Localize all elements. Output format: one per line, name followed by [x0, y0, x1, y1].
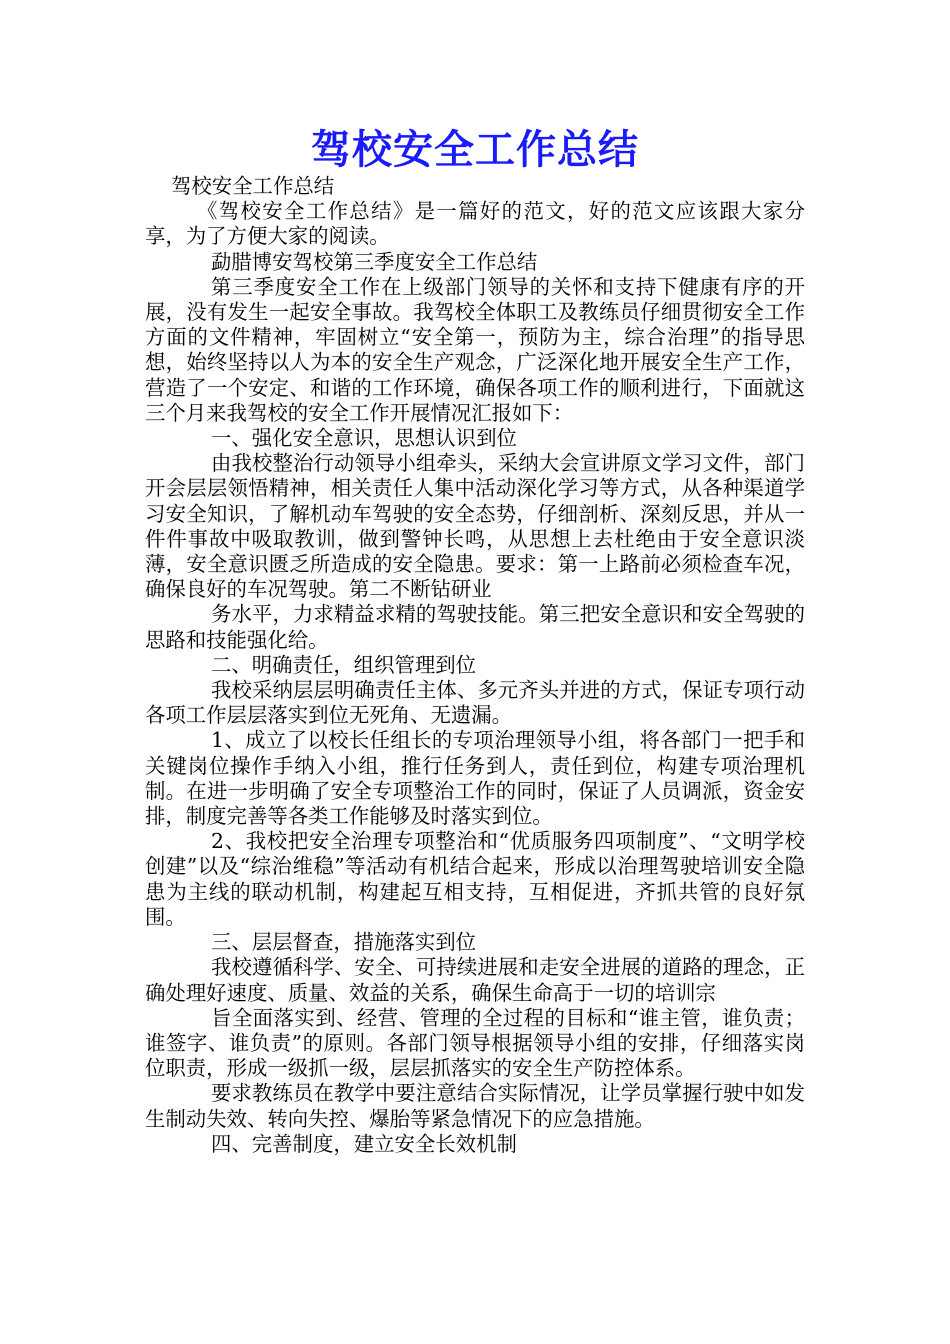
paragraph: 勐腊博安驾校第三季度安全工作总结 [211, 249, 538, 274]
paragraph: 《驾校安全工作总结》是一篇好的范文，好的范文应该跟大家分享，为了方便大家的阅读。 [145, 199, 805, 249]
paragraph: 驾校安全工作总结 [171, 174, 335, 198]
paragraph: 要求教练员在教学中要注意结合实际情况，让学员掌握行驶中如发生制动失效、转向失控、爆胎等紧急情况下的应急措施。 [145, 1081, 805, 1131]
paragraph: 我校采纳层层明确责任主体、多元齐头并进的方式，保证专项行动各项工作层层落实到位无死角、无遗漏。 [145, 678, 805, 728]
paragraph: 旨全面落实到、经营、管理的全过程的目标和“谁主管，谁负责；谁签字、谁负责”的原则。各部门领导根据领导小组的安排，仔细落实岗位职责，形成一级抓一级，层层抓落实的安全生产防控体系。 [145, 1005, 805, 1081]
paragraph: 务水平，力求精益求精的驾驶技能。第三把安全意识和安全驾驶的思路和技能强化给。 [145, 602, 805, 652]
paragraph: 四、完善制度，建立安全长效机制 [211, 1131, 517, 1156]
paragraph: 1、成立了以校长任组长的专项治理领导小组，将各部门一把手和关键岗位操作手纳入小组，推行任务到人，责任到位，构建专项治理机制。在进一步明确了安全专项整治工作的同时，保证了人员调派，资金安排，制度完善等各类工作能够及时落实到位。 [145, 728, 805, 829]
document-title: 驾校安全工作总结 [311, 126, 639, 173]
paragraph: 第三季度安全工作在上级部门领导的关怀和支持下健康有序的开展，没有发生一起安全事故。我驾校全体职工及教练员仔细贯彻安全工作方面的文件精神，牢固树立“安全第一，预防为主，综合治理”的指导思想，始终坚持以人为本的安全生产观念，广泛深化地开展安全生产工作，营造了一个安定、和谐的工作环境，确保各项工作的顺利进行，下面就这三个月来我驾校的安全工作开展情况汇报如下： [145, 274, 805, 425]
paragraph: 我校遵循科学、安全、可持续进展和走安全进展的道路的理念，正确处理好速度、质量、效益的关系，确保生命高于一切的培训宗 [145, 955, 805, 1005]
document-body [145, 174, 805, 1157]
paragraph: 由我校整治行动领导小组牵头，采纳大会宣讲原文学习文件，部门开会层层领悟精神，相关责任人集中活动深化学习等方式，从各种渠道学习安全知识，了解机动车驾驶的安全态势，仔细剖析、深刻反思，并从一件件事故中吸取教训，做到警钟长鸣，从思想上去杜绝由于安全意识淡薄，安全意识匮乏所造成的安全隐患。要求：第一上路前必须检查车况，确保良好的车况驾驶。第二不断钻研业 [145, 451, 805, 602]
paragraph: 二、明确责任，组织管理到位 [211, 652, 477, 677]
paragraph: 2、我校把安全治理专项整治和“优质服务四项制度”、“文明学校创建”以及“综治维稳”等活动有机结合起来，形成以治理驾驶培训安全隐患为主线的联动机制，构建起互相支持，互相促进，齐抓共管的良好氛围。 [145, 829, 805, 929]
paragraph: 三、层层督查，措施落实到位 [211, 930, 477, 955]
paragraph: 一、强化安全意识，思想认识到位 [211, 426, 517, 451]
